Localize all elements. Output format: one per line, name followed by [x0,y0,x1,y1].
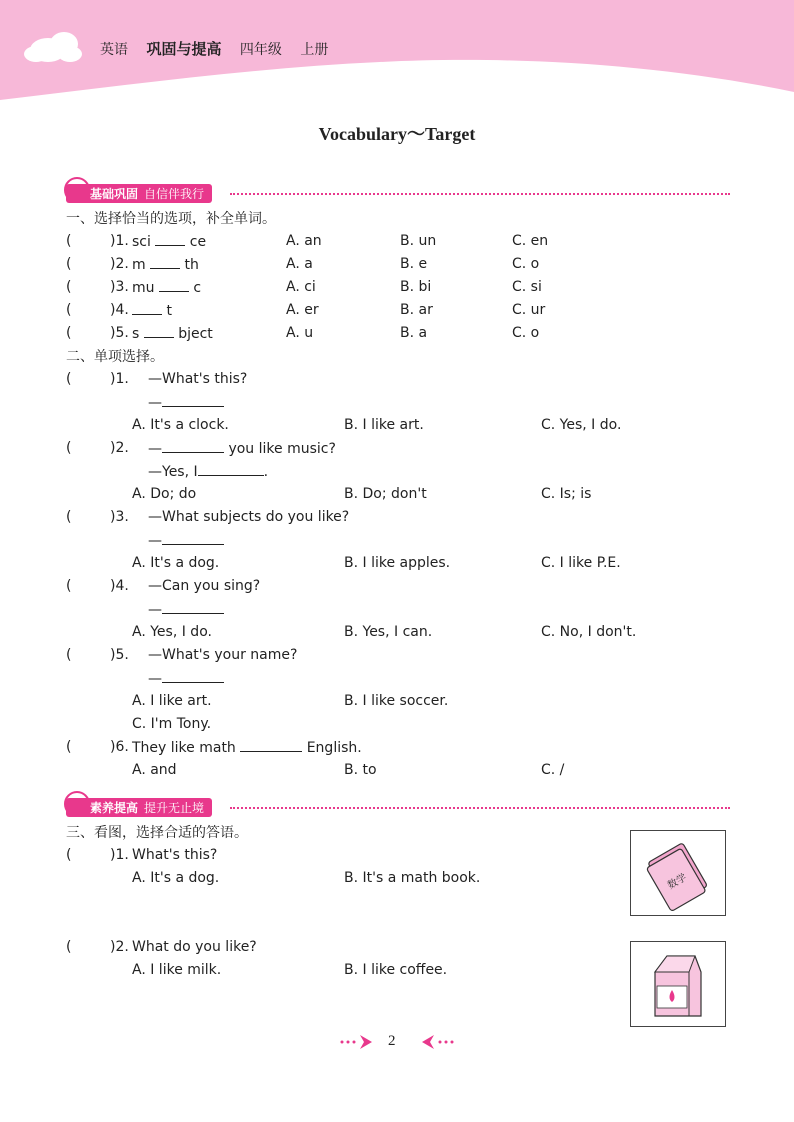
item-number: )3. [110,279,129,295]
arrow-right-icon [341,1035,373,1049]
question-line: What's this? [132,847,218,863]
section-tag: 基础巩固 [90,186,139,201]
part2-heading: 二、单项选择。 [66,349,164,365]
answer-blank[interactable] [198,461,264,476]
option-b: B. I like art. [344,417,424,433]
answer-blank[interactable] [162,438,224,453]
answer-blank[interactable] [162,599,224,614]
word-prompt: mu c [132,277,201,298]
option-b: B. to [344,762,377,778]
part1-heading: 一、选择恰当的选项，补全单词。 [66,211,276,227]
book-cover-label: 数学 [666,872,689,892]
question-line: — you like music? [148,438,336,459]
question-line: They like math English. [132,737,362,758]
answer-paren: ( [66,509,72,525]
option-c: C. en [512,233,549,249]
question-line: —What's your name? [148,647,298,663]
option-c: C. o [512,256,540,272]
option-b: B. I like soccer. [344,693,449,709]
milk-carton-icon [631,942,725,1026]
option-b: B. bi [400,279,432,295]
section-bar-advanced [66,797,730,819]
answer-blank[interactable] [155,231,185,246]
answer-blank[interactable] [162,668,224,683]
option-b: B. un [400,233,437,249]
answer-paren: ( [66,647,72,663]
item-number: )3. [110,509,129,525]
answer-blank[interactable] [162,392,224,407]
answer-paren: ( [66,739,72,755]
question-line: —Can you sing? [148,578,261,594]
item-number: )2. [110,440,129,456]
answer-paren: ( [66,371,72,387]
option-b: B. Do; don't [344,486,427,502]
answer-paren: ( [66,233,72,249]
word-prompt: s bject [132,323,213,344]
option-c: C. Is; is [541,486,592,502]
item-number: )6. [110,739,129,755]
option-a: A. and [132,762,177,778]
item-number: )2. [110,256,129,272]
header-grade: 四年级 [239,42,282,58]
header-text [100,38,342,59]
header-volume: 上册 [300,42,329,58]
option-c: C. Yes, I do. [541,417,622,433]
option-b: B. Yes, I can. [344,624,433,640]
option-a: A. It's a clock. [132,417,229,433]
option-c: C. ur [512,302,546,318]
item-number: )5. [110,325,129,341]
option-b: B. a [400,325,428,341]
math-book-picture [630,830,726,916]
option-c: C. o [512,325,540,341]
option-b: B. I like apples. [344,555,451,571]
option-a: A. an [286,233,322,249]
section-tag: 素养提高 [90,800,139,815]
dash: — [148,395,162,411]
word-prompt: m th [132,254,199,275]
answer-blank[interactable] [240,737,302,752]
option-c: C. I'm Tony. [132,716,212,732]
answer-paren: ( [66,440,72,456]
arrow-left-icon [422,1035,454,1049]
answer-blank[interactable] [144,323,174,338]
question-line: What do you like? [132,939,257,955]
option-a: A. Yes, I do. [132,624,212,640]
option-a: A. ci [286,279,316,295]
answer-paren: ( [66,578,72,594]
dotted-divider [230,807,730,809]
answer-blank[interactable] [150,254,180,269]
item-number: )4. [110,302,129,318]
answer-paren: ( [66,325,72,341]
option-b: B. ar [400,302,433,318]
answer-blank[interactable] [132,300,162,315]
page-number: 2 [388,1033,396,1049]
option-c: C. I like P.E. [541,555,621,571]
answer-paren: ( [66,256,72,272]
item-number: )2. [110,939,129,955]
option-a: A. It's a dog. [132,555,220,571]
section-motto: 提升无止境 [144,800,205,815]
answer-paren: ( [66,939,72,955]
answer-paren: ( [66,302,72,318]
page-header [0,0,794,110]
question-line: —What subjects do you like? [148,509,350,525]
option-b: B. It's a math book. [344,870,481,886]
item-number: )1. [110,233,129,249]
answer-blank[interactable] [159,277,189,292]
option-a: A. u [286,325,314,341]
option-a: A. I like art. [132,693,212,709]
section-motto: 自信伴我行 [144,186,205,201]
footer-arrows [0,1030,794,1054]
page-footer [0,1030,794,1054]
option-c: C. No, I don't. [541,624,637,640]
header-subject: 英语 [100,42,128,58]
answer-paren: ( [66,847,72,863]
word-prompt: t [132,300,172,321]
dotted-divider [230,193,730,195]
milk-carton-picture [630,941,726,1027]
answer-blank[interactable] [162,530,224,545]
word-prompt: sci ce [132,231,206,252]
option-a: A. I like milk. [132,962,222,978]
item-number: )4. [110,578,129,594]
item-number: )1. [110,847,129,863]
header-series: 巩固与提高 [146,40,222,58]
item-number: )5. [110,647,129,663]
part3-heading: 三、看图，选择合适的答语。 [66,825,248,841]
answer-paren: ( [66,279,72,295]
section-bar-basic [66,183,730,205]
page-title: Vocabulary～Target [318,124,476,144]
option-c: C. si [512,279,542,295]
book-icon [631,831,725,915]
option-a: A. a [286,256,313,272]
option-c: C. / [541,762,565,778]
option-a: A. Do; do [132,486,197,502]
question-line: —What's this? [148,371,248,387]
option-b: B. I like coffee. [344,962,448,978]
option-a: A. er [286,302,319,318]
option-a: A. It's a dog. [132,870,220,886]
item-number: )1. [110,371,129,387]
option-b: B. e [400,256,428,272]
